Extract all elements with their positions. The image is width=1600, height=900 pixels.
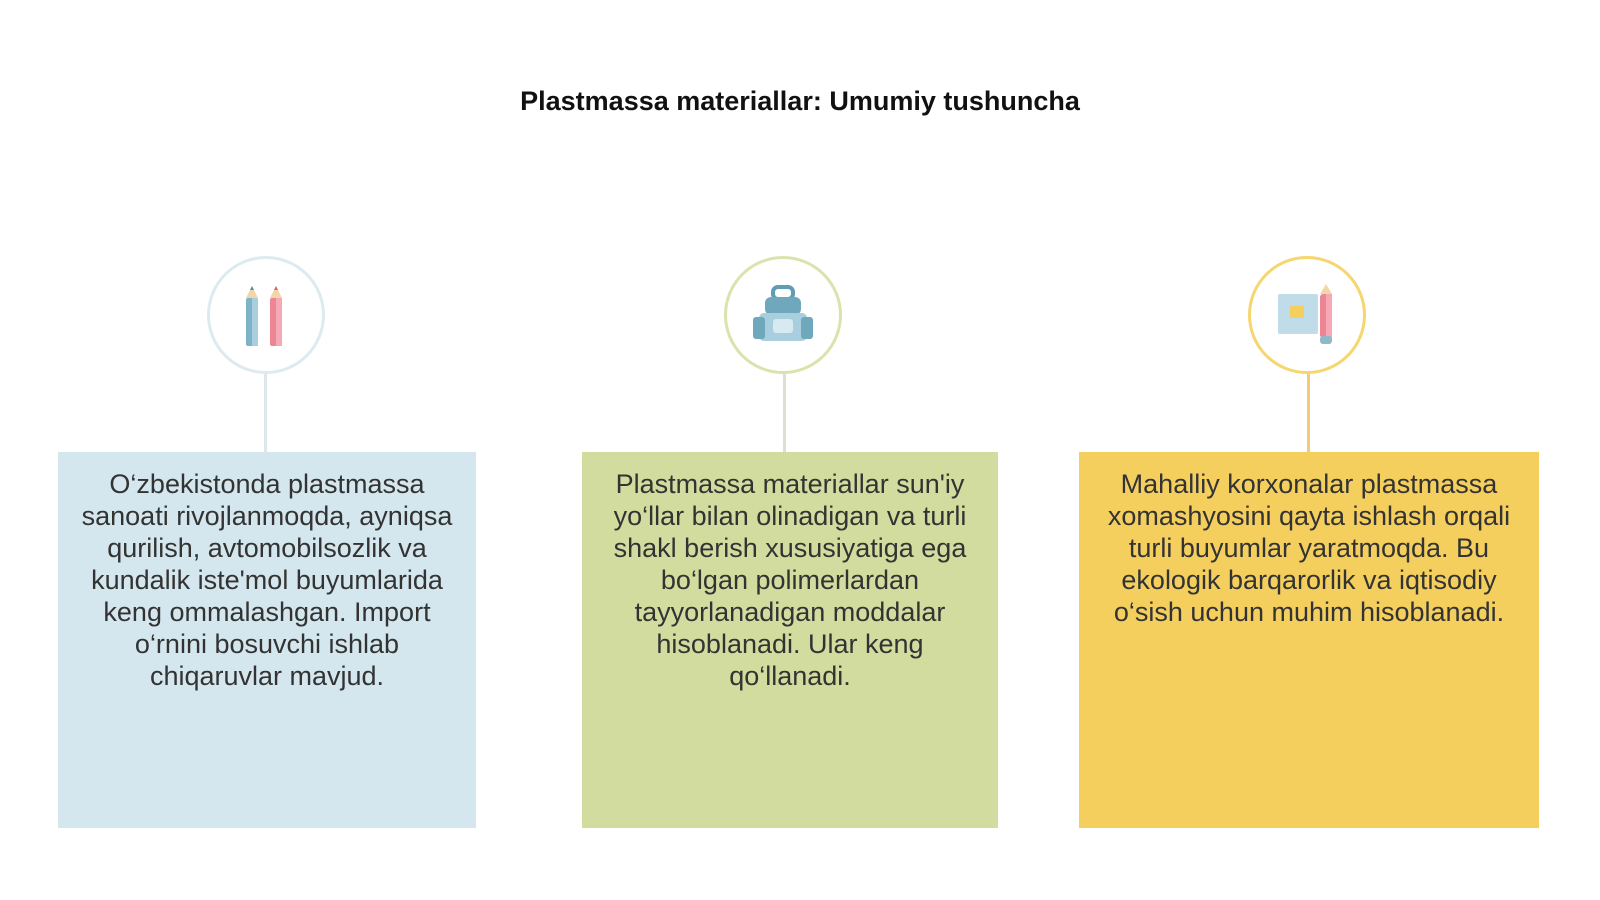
card-3-text: Mahalliy korxonalar plastmassa xomashyosini qayta ishlash orqali turli buyumlar yaratmoqda. Bu ekologik barqarorlik va iqtisodiy o‘sish uchun muhim hisoblanadi.: [1107, 469, 1511, 627]
info-card-3: [1079, 452, 1539, 828]
drawing-board-icon: [1274, 284, 1340, 346]
connector-line-3: [1307, 374, 1310, 452]
card-2-text: Plastmassa materiallar sun'iy yo‘llar bilan olinadigan va turli shakl berish xususiyatiga ega bo‘lgan polimerlardan tayyorlanadigan moddalar hisoblanadi. Ular keng qo‘llanadi.: [613, 469, 967, 691]
icon-circle-1: [207, 256, 325, 374]
page-title: Plastmassa materiallar: Umumiy tushuncha: [520, 86, 1080, 116]
card-1-text: O‘zbekistonda plastmassa sanoati rivojlanmoqda, ayniqsa qurilish, avtomobilsozlik va kundalik iste'mol buyumlarida keng ommalashgan. Import o‘rnini bosuvchi ishlab chiqaruvlar mavjud.: [81, 469, 453, 691]
info-card-1: [58, 452, 476, 828]
backpack-icon: [751, 283, 815, 347]
info-card-2: [582, 452, 998, 828]
pencils-icon: [236, 280, 296, 350]
connector-line-1: [264, 374, 267, 452]
icon-circle-2: [724, 256, 842, 374]
icon-circle-3: [1248, 256, 1366, 374]
connector-line-2: [783, 374, 786, 452]
